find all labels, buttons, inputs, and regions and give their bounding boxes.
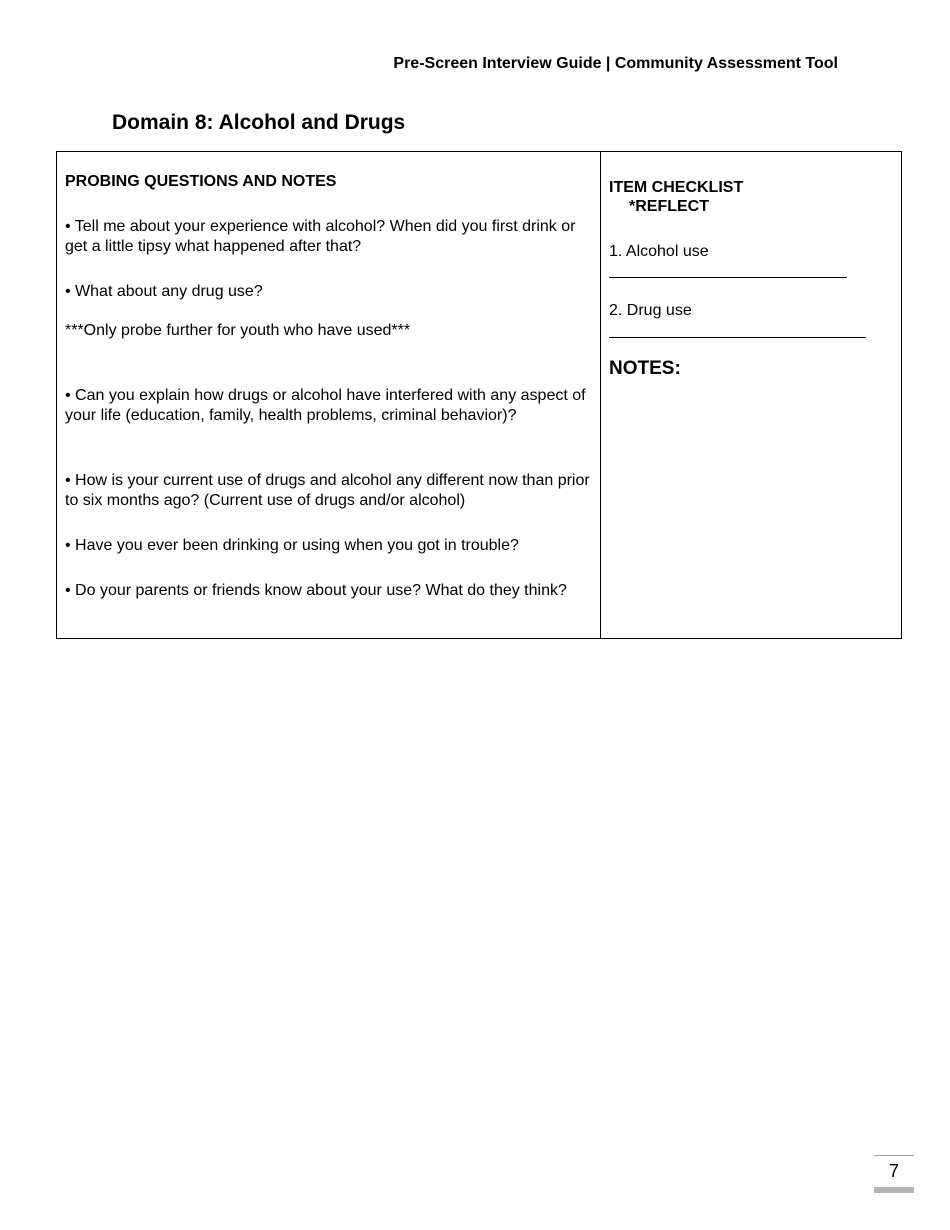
page-number: 7	[874, 1155, 914, 1182]
probing-questions-heading: PROBING QUESTIONS AND NOTES	[65, 173, 337, 190]
probe-instruction: ***Only probe further for youth who have used***	[65, 322, 411, 339]
checklist-item-drug: 2. Drug use	[609, 302, 692, 319]
document-header: Pre-Screen Interview Guide | Community Assessment Tool	[393, 55, 838, 72]
question-alcohol-experience: • Tell me about your experience with alcohol? When did you first drink or get a little tipsy what happened after that?	[65, 218, 576, 255]
question-interference: • Can you explain how drugs or alcohol have interfered with any aspect of your life (education, family, health problems, criminal behavior)?	[65, 387, 586, 424]
question-drug-use: • What about any drug use?	[65, 283, 263, 300]
notes-label: NOTES:	[609, 358, 681, 379]
probing-questions-column	[57, 152, 601, 638]
item-checklist-column	[601, 152, 901, 638]
page-number-bar	[874, 1187, 914, 1193]
drug-use-line	[609, 337, 866, 338]
checklist-item-alcohol: 1. Alcohol use	[609, 243, 709, 260]
reflect-subheading: *REFLECT	[629, 198, 709, 215]
domain-title: Domain 8: Alcohol and Drugs	[112, 111, 406, 134]
question-parents-friends: • Do your parents or friends know about your use? What do they think?	[65, 582, 567, 599]
alcohol-use-line	[609, 277, 847, 278]
question-trouble: • Have you ever been drinking or using when you got in trouble?	[65, 537, 519, 554]
question-current-use: • How is your current use of drugs and alcohol any different now than prior to six months ago? (Current use of drugs and/or alcohol)	[65, 472, 590, 509]
item-checklist-heading: ITEM CHECKLIST	[609, 179, 744, 196]
interview-table	[56, 151, 902, 639]
